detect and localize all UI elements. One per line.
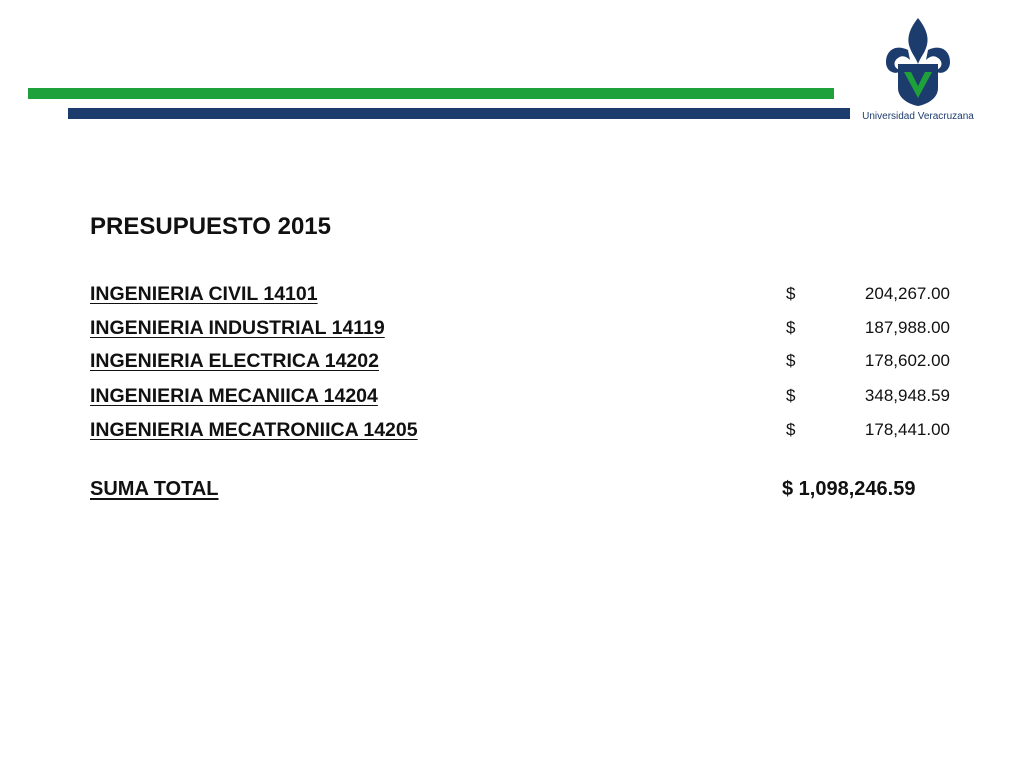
currency-symbol: $	[786, 318, 796, 337]
budget-row-label: INGENIERIA ELECTRICA 14202	[90, 350, 379, 372]
currency-symbol: $	[786, 386, 796, 405]
university-name: Universidad Veracruzana	[862, 111, 974, 122]
budget-row-label: INGENIERIA CIVIL 14101	[90, 283, 318, 305]
fleur-de-lis-icon	[882, 14, 954, 108]
budget-row-amount: 178,602.00	[864, 351, 950, 370]
currency-symbol: $	[786, 284, 796, 303]
header-green-bar	[28, 88, 834, 99]
university-logo	[856, 14, 980, 126]
budget-row-amount: 204,267.00	[864, 284, 950, 303]
budget-row-amount: 178,441.00	[864, 420, 950, 439]
currency-symbol: $	[786, 351, 796, 370]
budget-row	[90, 283, 950, 311]
budget-row	[90, 350, 950, 378]
page-title: PRESUPUESTO 2015	[90, 213, 331, 240]
budget-row	[90, 385, 950, 413]
budget-row-label: INGENIERIA MECATRONIICA 14205	[90, 419, 418, 441]
budget-row	[90, 317, 950, 345]
budget-row-label: INGENIERIA INDUSTRIAL 14119	[90, 317, 385, 339]
total-label: SUMA TOTAL	[90, 478, 219, 500]
budget-row	[90, 419, 950, 447]
budget-row-amount: 187,988.00	[864, 318, 950, 337]
currency-symbol: $	[786, 420, 796, 439]
budget-row-label: INGENIERIA MECANIICA 14204	[90, 385, 378, 407]
budget-row-amount: 348,948.59	[864, 386, 950, 405]
total-amount: $ 1,098,246.59	[782, 478, 916, 500]
total-row	[90, 478, 950, 508]
header-blue-bar	[68, 108, 850, 119]
